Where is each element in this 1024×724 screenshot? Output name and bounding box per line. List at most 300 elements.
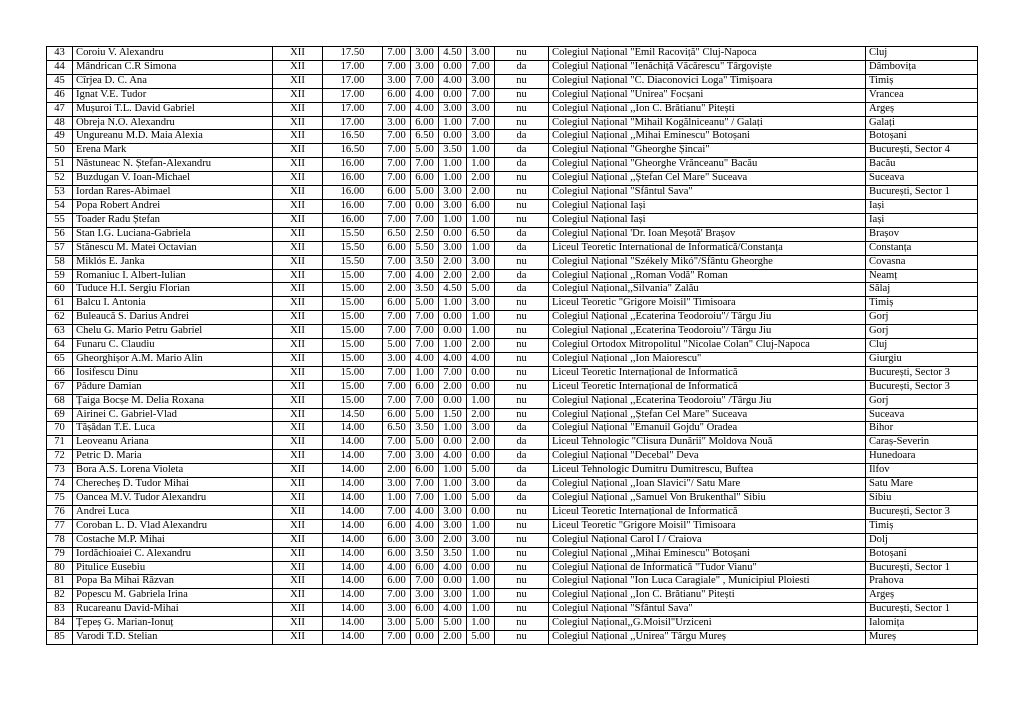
school-cell: Colegiul Național Iași [549, 213, 866, 227]
problem-2-score-cell: 3.00 [411, 589, 439, 603]
problem-2-score-cell: 5.00 [411, 617, 439, 631]
county-cell: Mureș [866, 631, 978, 645]
rank-cell: 43 [47, 47, 73, 61]
table-row [47, 47, 978, 61]
total-score-cell: 14.00 [323, 519, 383, 533]
total-score-cell: 17.00 [323, 60, 383, 74]
problem-3-score-cell: 3.50 [439, 144, 467, 158]
problem-2-score-cell: 4.00 [411, 88, 439, 102]
grade-cell: XII [273, 450, 323, 464]
county-cell: Ilfov [866, 464, 978, 478]
problem-1-score-cell: 2.00 [383, 283, 411, 297]
medal-cell: nu [495, 589, 549, 603]
student-name-cell: Varodi T.D. Stelian [73, 631, 273, 645]
problem-4-score-cell: 3.00 [467, 130, 495, 144]
school-cell: Liceul Teoretic Internațional de Informatică [549, 505, 866, 519]
grade-cell: XII [273, 172, 323, 186]
county-cell: Cluj [866, 47, 978, 61]
problem-1-score-cell: 6.00 [383, 186, 411, 200]
problem-2-score-cell: 3.50 [411, 255, 439, 269]
school-cell: Colegiul Național ,,Samuel Von Brukenthal" Sibiu [549, 492, 866, 506]
grade-cell: XII [273, 47, 323, 61]
problem-3-score-cell: 1.00 [439, 297, 467, 311]
problem-2-score-cell: 4.00 [411, 269, 439, 283]
table-row [47, 464, 978, 478]
problem-3-score-cell: 4.50 [439, 47, 467, 61]
grade-cell: XII [273, 436, 323, 450]
grade-cell: XII [273, 199, 323, 213]
student-name-cell: Stănescu M. Matei Octavian [73, 241, 273, 255]
grade-cell: XII [273, 241, 323, 255]
problem-3-score-cell: 1.50 [439, 408, 467, 422]
problem-3-score-cell: 3.00 [439, 199, 467, 213]
county-cell: Gorj [866, 394, 978, 408]
medal-cell: da [495, 422, 549, 436]
problem-3-score-cell: 3.00 [439, 589, 467, 603]
problem-2-score-cell: 7.00 [411, 213, 439, 227]
problem-3-score-cell: 3.00 [439, 186, 467, 200]
problem-3-score-cell: 1.00 [439, 172, 467, 186]
problem-3-score-cell: 3.50 [439, 547, 467, 561]
medal-cell: nu [495, 603, 549, 617]
problem-1-score-cell: 3.00 [383, 74, 411, 88]
medal-cell: nu [495, 394, 549, 408]
student-name-cell: Balcu I. Antonia [73, 297, 273, 311]
problem-2-score-cell: 3.00 [411, 533, 439, 547]
county-cell: București, Sector 3 [866, 380, 978, 394]
table-row [47, 339, 978, 353]
problem-1-score-cell: 7.00 [383, 172, 411, 186]
grade-cell: XII [273, 533, 323, 547]
problem-2-score-cell: 6.00 [411, 380, 439, 394]
grade-cell: XII [273, 213, 323, 227]
medal-cell: nu [495, 352, 549, 366]
county-cell: Cluj [866, 339, 978, 353]
grade-cell: XII [273, 394, 323, 408]
rank-cell: 80 [47, 561, 73, 575]
county-cell: Timiș [866, 297, 978, 311]
school-cell: Colegiul Național,,Silvania" Zalău [549, 283, 866, 297]
school-cell: Colegiul Național ,,Ștefan Cel Mare" Suceava [549, 172, 866, 186]
problem-2-score-cell: 3.50 [411, 422, 439, 436]
problem-1-score-cell: 6.00 [383, 533, 411, 547]
medal-cell: da [495, 283, 549, 297]
school-cell: Colegiul Național ,,Ion C. Brătianu" Pitești [549, 589, 866, 603]
total-score-cell: 15.00 [323, 380, 383, 394]
total-score-cell: 15.50 [323, 241, 383, 255]
problem-4-score-cell: 7.00 [467, 60, 495, 74]
problem-1-score-cell: 7.00 [383, 199, 411, 213]
school-cell: Colegiul Național "Gheorghe Șincai" [549, 144, 866, 158]
problem-4-score-cell: 4.00 [467, 352, 495, 366]
school-cell: Colegiul Național "Gheorghe Vrănceanu" Bacău [549, 158, 866, 172]
county-cell: Hunedoara [866, 450, 978, 464]
problem-4-score-cell: 5.00 [467, 464, 495, 478]
problem-1-score-cell: 7.00 [383, 450, 411, 464]
student-name-cell: Popa Robert Andrei [73, 199, 273, 213]
medal-cell: nu [495, 213, 549, 227]
grade-cell: XII [273, 617, 323, 631]
total-score-cell: 15.00 [323, 366, 383, 380]
problem-3-score-cell: 0.00 [439, 227, 467, 241]
problem-4-score-cell: 7.00 [467, 116, 495, 130]
medal-cell: nu [495, 172, 549, 186]
medal-cell: nu [495, 519, 549, 533]
problem-1-score-cell: 6.50 [383, 422, 411, 436]
problem-3-score-cell: 0.00 [439, 130, 467, 144]
medal-cell: nu [495, 631, 549, 645]
rank-cell: 62 [47, 311, 73, 325]
problem-3-score-cell: 1.00 [439, 478, 467, 492]
table-row [47, 269, 978, 283]
school-cell: Colegiul Național "Emil Racoviță" Cluj-Napoca [549, 47, 866, 61]
problem-4-score-cell: 7.00 [467, 88, 495, 102]
problem-3-score-cell: 4.50 [439, 283, 467, 297]
school-cell: Colegiul Național 'Dr. Ioan Meșotă' Brașov [549, 227, 866, 241]
problem-4-score-cell: 1.00 [467, 575, 495, 589]
student-name-cell: Miklós E. Janka [73, 255, 273, 269]
rank-cell: 51 [47, 158, 73, 172]
grade-cell: XII [273, 352, 323, 366]
school-cell: Colegiul Național "Székely Mikó"/Sfântu Gheorghe [549, 255, 866, 269]
grade-cell: XII [273, 547, 323, 561]
problem-2-score-cell: 7.00 [411, 575, 439, 589]
problem-4-score-cell: 3.00 [467, 102, 495, 116]
problem-3-score-cell: 2.00 [439, 631, 467, 645]
grade-cell: XII [273, 589, 323, 603]
table-row [47, 561, 978, 575]
grade-cell: XII [273, 269, 323, 283]
problem-4-score-cell: 2.00 [467, 269, 495, 283]
rank-cell: 58 [47, 255, 73, 269]
student-name-cell: Obreja N.O. Alexandru [73, 116, 273, 130]
rank-cell: 79 [47, 547, 73, 561]
problem-1-score-cell: 7.00 [383, 325, 411, 339]
school-cell: Colegiul Național ,,Ecaterina Teodoroiu"/ Târgu Jiu [549, 325, 866, 339]
student-name-cell: Iordan Rares-Abimael [73, 186, 273, 200]
problem-3-score-cell: 2.00 [439, 269, 467, 283]
problem-4-score-cell: 2.00 [467, 186, 495, 200]
total-score-cell: 14.00 [323, 547, 383, 561]
table-row [47, 88, 978, 102]
problem-2-score-cell: 3.00 [411, 60, 439, 74]
total-score-cell: 15.00 [323, 297, 383, 311]
problem-1-score-cell: 3.00 [383, 352, 411, 366]
school-cell: Colegiul Național Iași [549, 199, 866, 213]
problem-2-score-cell: 5.00 [411, 436, 439, 450]
table-row [47, 241, 978, 255]
medal-cell: nu [495, 533, 549, 547]
total-score-cell: 14.00 [323, 464, 383, 478]
county-cell: Argeș [866, 589, 978, 603]
table-row [47, 297, 978, 311]
problem-3-score-cell: 3.00 [439, 519, 467, 533]
medal-cell: da [495, 60, 549, 74]
school-cell: Colegiul Național "Emanuil Gojdu" Oradea [549, 422, 866, 436]
county-cell: Constanța [866, 241, 978, 255]
rank-cell: 46 [47, 88, 73, 102]
rank-cell: 59 [47, 269, 73, 283]
county-cell: Bihor [866, 422, 978, 436]
problem-4-score-cell: 3.00 [467, 478, 495, 492]
problem-1-score-cell: 5.00 [383, 339, 411, 353]
total-score-cell: 17.00 [323, 116, 383, 130]
county-cell: Prahova [866, 575, 978, 589]
student-name-cell: Iosifescu Dinu [73, 366, 273, 380]
student-name-cell: Pădure Damian [73, 380, 273, 394]
problem-3-score-cell: 1.00 [439, 116, 467, 130]
problem-1-score-cell: 7.00 [383, 213, 411, 227]
problem-3-score-cell: 4.00 [439, 450, 467, 464]
grade-cell: XII [273, 144, 323, 158]
rank-cell: 77 [47, 519, 73, 533]
table-row [47, 631, 978, 645]
student-name-cell: Năstuneac N. Ștefan-Alexandru [73, 158, 273, 172]
total-score-cell: 14.00 [323, 561, 383, 575]
grade-cell: XII [273, 422, 323, 436]
problem-4-score-cell: 6.00 [467, 199, 495, 213]
rank-cell: 56 [47, 227, 73, 241]
problem-2-score-cell: 6.00 [411, 464, 439, 478]
medal-cell: nu [495, 575, 549, 589]
school-cell: Colegiul Național,,G.Moisil"Urziceni [549, 617, 866, 631]
school-cell: Liceul Teoretic Internațional de Informatică [549, 380, 866, 394]
problem-3-score-cell: 0.00 [439, 325, 467, 339]
grade-cell: XII [273, 255, 323, 269]
medal-cell: nu [495, 88, 549, 102]
grade-cell: XII [273, 158, 323, 172]
problem-2-score-cell: 6.50 [411, 130, 439, 144]
rank-cell: 49 [47, 130, 73, 144]
school-cell: Liceul Teoretic Internațional de Informatică [549, 366, 866, 380]
problem-3-score-cell: 3.00 [439, 102, 467, 116]
problem-1-score-cell: 7.00 [383, 47, 411, 61]
grade-cell: XII [273, 130, 323, 144]
table-row [47, 617, 978, 631]
medal-cell: nu [495, 408, 549, 422]
medal-cell: nu [495, 547, 549, 561]
grade-cell: XII [273, 102, 323, 116]
problem-1-score-cell: 7.00 [383, 158, 411, 172]
county-cell: Dâmbovița [866, 60, 978, 74]
problem-2-score-cell: 7.00 [411, 339, 439, 353]
problem-2-score-cell: 0.00 [411, 631, 439, 645]
county-cell: Suceava [866, 408, 978, 422]
problem-2-score-cell: 4.00 [411, 102, 439, 116]
rank-cell: 45 [47, 74, 73, 88]
problem-4-score-cell: 1.00 [467, 547, 495, 561]
grade-cell: XII [273, 464, 323, 478]
problem-3-score-cell: 3.00 [439, 241, 467, 255]
table-row [47, 505, 978, 519]
table-row [47, 366, 978, 380]
total-score-cell: 17.00 [323, 88, 383, 102]
student-name-cell: Rucareanu David-Mihai [73, 603, 273, 617]
student-name-cell: Tășădan T.E. Luca [73, 422, 273, 436]
problem-4-score-cell: 5.00 [467, 492, 495, 506]
student-name-cell: Cherecheș D. Tudor Mihai [73, 478, 273, 492]
table-row [47, 547, 978, 561]
rank-cell: 76 [47, 505, 73, 519]
problem-1-score-cell: 1.00 [383, 492, 411, 506]
problem-2-score-cell: 7.00 [411, 394, 439, 408]
rank-cell: 73 [47, 464, 73, 478]
grade-cell: XII [273, 88, 323, 102]
problem-2-score-cell: 6.00 [411, 172, 439, 186]
student-name-cell: Ungureanu M.D. Maia Alexia [73, 130, 273, 144]
problem-4-score-cell: 1.00 [467, 311, 495, 325]
problem-2-score-cell: 4.00 [411, 519, 439, 533]
rank-cell: 52 [47, 172, 73, 186]
problem-4-score-cell: 1.00 [467, 394, 495, 408]
total-score-cell: 16.50 [323, 130, 383, 144]
school-cell: Colegiul Național ,,Ioan Slavici"/ Satu Mare [549, 478, 866, 492]
problem-3-score-cell: 7.00 [439, 366, 467, 380]
rank-cell: 68 [47, 394, 73, 408]
problem-2-score-cell: 3.50 [411, 283, 439, 297]
grade-cell: XII [273, 325, 323, 339]
problem-2-score-cell: 0.00 [411, 199, 439, 213]
county-cell: Botoșani [866, 130, 978, 144]
problem-1-score-cell: 6.00 [383, 241, 411, 255]
problem-1-score-cell: 7.00 [383, 255, 411, 269]
table-row [47, 186, 978, 200]
problem-2-score-cell: 5.00 [411, 144, 439, 158]
problem-3-score-cell: 3.00 [439, 505, 467, 519]
problem-3-score-cell: 0.00 [439, 575, 467, 589]
problem-4-score-cell: 0.00 [467, 561, 495, 575]
problem-1-score-cell: 6.00 [383, 575, 411, 589]
medal-cell: nu [495, 561, 549, 575]
problem-3-score-cell: 0.00 [439, 394, 467, 408]
school-cell: Colegiul Național ,,Mihai Eminescu" Botoșani [549, 547, 866, 561]
problem-3-score-cell: 4.00 [439, 352, 467, 366]
table-row [47, 116, 978, 130]
total-score-cell: 15.00 [323, 394, 383, 408]
total-score-cell: 16.00 [323, 199, 383, 213]
medal-cell: da [495, 269, 549, 283]
problem-1-score-cell: 6.00 [383, 408, 411, 422]
student-name-cell: Țepeș G. Marian-Ionuț [73, 617, 273, 631]
table-row [47, 352, 978, 366]
problem-1-score-cell: 6.00 [383, 547, 411, 561]
table-row [47, 589, 978, 603]
county-cell: București, Sector 3 [866, 366, 978, 380]
medal-cell: da [495, 478, 549, 492]
student-name-cell: Buzdugan V. Ioan-Michael [73, 172, 273, 186]
school-cell: Colegiul Național "Sfântul Sava" [549, 186, 866, 200]
table-row [47, 450, 978, 464]
total-score-cell: 17.00 [323, 102, 383, 116]
county-cell: București, Sector 1 [866, 561, 978, 575]
problem-2-score-cell: 5.00 [411, 408, 439, 422]
rank-cell: 69 [47, 408, 73, 422]
medal-cell: nu [495, 339, 549, 353]
problem-1-score-cell: 7.00 [383, 589, 411, 603]
problem-4-score-cell: 1.00 [467, 144, 495, 158]
school-cell: Colegiul Național "Decebal" Deva [549, 450, 866, 464]
school-cell: Colegiul Național ,,Unirea" Târgu Mureș [549, 631, 866, 645]
table-row [47, 172, 978, 186]
total-score-cell: 16.00 [323, 213, 383, 227]
school-cell: Colegiul Național "Ienăchiță Văcărescu" Târgoviște [549, 60, 866, 74]
rank-cell: 64 [47, 339, 73, 353]
total-score-cell: 15.50 [323, 255, 383, 269]
student-name-cell: Airinei C. Gabriel-Vlad [73, 408, 273, 422]
total-score-cell: 15.00 [323, 339, 383, 353]
problem-1-score-cell: 7.00 [383, 394, 411, 408]
problem-1-score-cell: 6.50 [383, 227, 411, 241]
medal-cell: da [495, 158, 549, 172]
problem-1-score-cell: 7.00 [383, 505, 411, 519]
total-score-cell: 14.00 [323, 436, 383, 450]
problem-1-score-cell: 3.00 [383, 478, 411, 492]
total-score-cell: 14.00 [323, 505, 383, 519]
county-cell: București, Sector 1 [866, 603, 978, 617]
rank-cell: 81 [47, 575, 73, 589]
grade-cell: XII [273, 60, 323, 74]
medal-cell: da [495, 144, 549, 158]
total-score-cell: 16.00 [323, 186, 383, 200]
results-table [46, 46, 978, 645]
student-name-cell: Romaniuc I. Albert-Iulian [73, 269, 273, 283]
medal-cell: nu [495, 102, 549, 116]
problem-4-score-cell: 5.00 [467, 631, 495, 645]
problem-2-score-cell: 5.00 [411, 297, 439, 311]
total-score-cell: 14.00 [323, 589, 383, 603]
problem-2-score-cell: 5.50 [411, 241, 439, 255]
student-name-cell: Toader Radu Ștefan [73, 213, 273, 227]
problem-2-score-cell: 6.00 [411, 561, 439, 575]
problem-3-score-cell: 0.00 [439, 311, 467, 325]
table-body [47, 47, 978, 645]
table-row [47, 575, 978, 589]
total-score-cell: 16.50 [323, 144, 383, 158]
student-name-cell: Andrei Luca [73, 505, 273, 519]
problem-1-score-cell: 4.00 [383, 561, 411, 575]
problem-4-score-cell: 1.00 [467, 617, 495, 631]
student-name-cell: Erena Mark [73, 144, 273, 158]
problem-3-score-cell: 1.00 [439, 422, 467, 436]
problem-4-score-cell: 3.00 [467, 533, 495, 547]
grade-cell: XII [273, 478, 323, 492]
problem-4-score-cell: 2.00 [467, 339, 495, 353]
table-row [47, 478, 978, 492]
problem-4-score-cell: 2.00 [467, 172, 495, 186]
rank-cell: 75 [47, 492, 73, 506]
county-cell: Iași [866, 199, 978, 213]
total-score-cell: 15.00 [323, 283, 383, 297]
problem-4-score-cell: 0.00 [467, 505, 495, 519]
problem-3-score-cell: 2.00 [439, 533, 467, 547]
rank-cell: 84 [47, 617, 73, 631]
total-score-cell: 14.00 [323, 492, 383, 506]
grade-cell: XII [273, 366, 323, 380]
table-row [47, 227, 978, 241]
medal-cell: nu [495, 116, 549, 130]
medal-cell: nu [495, 47, 549, 61]
problem-4-score-cell: 2.00 [467, 436, 495, 450]
total-score-cell: 14.50 [323, 408, 383, 422]
total-score-cell: 15.00 [323, 311, 383, 325]
rank-cell: 61 [47, 297, 73, 311]
county-cell: București, Sector 1 [866, 186, 978, 200]
problem-4-score-cell: 6.50 [467, 227, 495, 241]
school-cell: Colegiul Național ,,Ecaterina Teodoroiu" /Târgu Jiu [549, 394, 866, 408]
rank-cell: 63 [47, 325, 73, 339]
student-name-cell: Funaru C. Claudiu [73, 339, 273, 353]
rank-cell: 82 [47, 589, 73, 603]
